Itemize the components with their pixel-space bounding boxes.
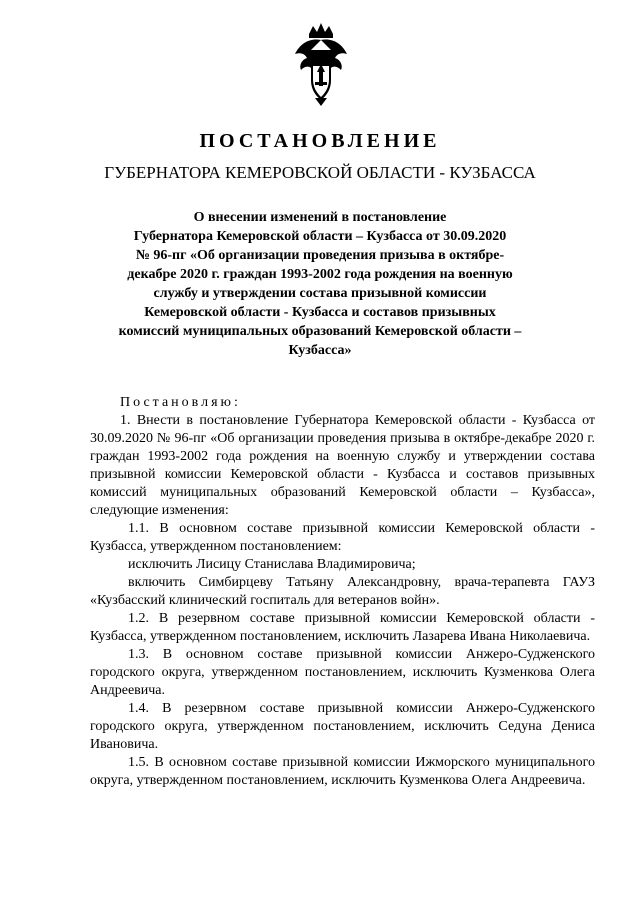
subject-line: Кемеровской области - Кузбасса и составов призывных <box>144 305 496 320</box>
paragraph-1-1-include: включить Симбирцеву Татьяну Александровну, врача-терапевта ГАУЗ «Кузбасский клинический госпиталь для ветеранов войн». <box>90 575 595 608</box>
document-title: ПОСТАНОВЛЕНИЕ <box>199 130 441 152</box>
paragraph-1-5: 1.5. В основном составе призывной комиссии Ижморского муниципального округа, утвержденном постановлением, исключить Кузменкова Олега Андреевича. <box>90 755 595 788</box>
paragraph-1-1-exclude: исключить Лисицу Станислава Владимировича; <box>128 557 416 572</box>
document-body <box>90 394 595 790</box>
paragraph-1-2: 1.2. В резервном составе призывной комиссии Кемеровской области - Кузбасса, утвержденном постановлением, исключить Лазарева Ивана Николаевича. <box>90 611 595 644</box>
subject-line: службу и утверждении состава призывной комиссии <box>153 286 487 301</box>
subject-line: декабре 2020 г. граждан 1993-2002 года рождения на военную <box>127 267 513 282</box>
subject-line: Губернатора Кемеровской области – Кузбасса от 30.09.2020 <box>133 229 507 244</box>
paragraph-1-1: 1.1. В основном составе призывной комиссии Кемеровской области - Кузбасса, утвержденном постановлением: <box>90 521 595 554</box>
document-subject <box>110 208 530 360</box>
subject-line: комиссий муниципальных образований Кемеровской области – <box>118 324 522 339</box>
subject-line: № 96-пг «Об организации проведения призыва в октябре- <box>135 248 505 263</box>
subject-line: О внесении изменений в постановление <box>193 210 447 225</box>
coat-of-arms-emblem <box>293 20 349 108</box>
issuing-organization: ГУБЕРНАТОРА КЕМЕРОВСКОЙ ОБЛАСТИ - КУЗБАССА <box>104 163 536 182</box>
paragraph-1-3: 1.3. В основном составе призывной комиссии Анжеро-Судженского городского округа, утвержденном постановлением, исключить Кузменкова Олега Андреевича. <box>90 647 595 698</box>
paragraph-1: 1. Внести в постановление Губернатора Кемеровской области - Кузбасса от 30.09.2020 № 96-пг «Об организации проведения призыва в октябре-декабре 2020 г. граждан 1993-2002 года рождения на военную службу и утверждении состава призывной комиссии Кемеровской области - Кузбасса и составов призывных комиссий муниципальных образований Кемеровской области – Кузбасса», следующие изменения: <box>90 413 595 518</box>
subject-line: Кузбасса» <box>288 343 352 358</box>
paragraph-1-4: 1.4. В резервном составе призывной комиссии Анжеро-Судженского городского округа, утвержденном постановлением, исключить Седуна Дениса Ивановича. <box>90 701 595 752</box>
decree-word: Постановляю: <box>120 395 241 410</box>
